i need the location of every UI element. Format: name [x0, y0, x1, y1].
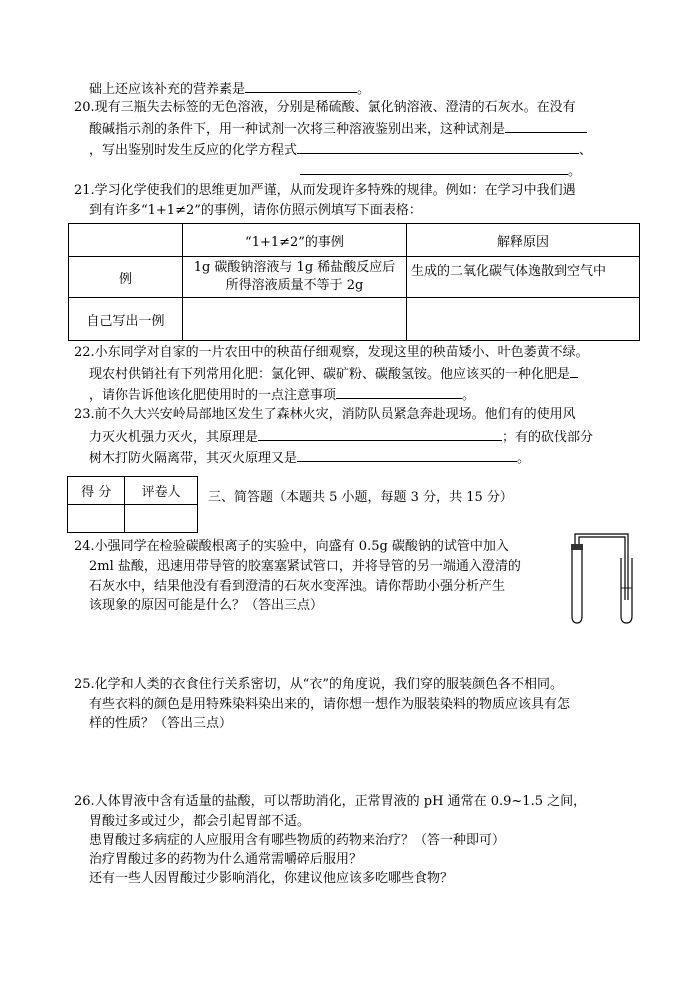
q25-line3: 样的性质？（答出三点）	[89, 716, 233, 731]
score-label: 得 分	[68, 477, 125, 505]
example-event-line1: 1g 碳酸钠溶液与 1g 稀盐酸反应后	[193, 260, 396, 275]
q20-equation-blank-1[interactable]	[297, 140, 579, 154]
q21-line2: 到有许多“1+1≠2”的事例，请你仿照示例填写下面表格：	[89, 203, 422, 218]
table-header-row	[69, 224, 640, 257]
q22-line2-text: 现农村供销社有下列常用化肥：氯化钾、碳矿粉、碳酸氢铵。他应该买的一种化肥是	[89, 367, 571, 382]
q26-line5: 还有一些人因胃酸过少影响消化，你建议他应该多吃哪些食物？	[89, 871, 454, 886]
q19-answer-blank[interactable]	[245, 79, 357, 93]
score-box	[67, 476, 198, 533]
q20-line3	[89, 140, 592, 160]
q23-line1: 23.前不久大兴安岭局部地区发生了森林火灾，消防队员紧急奔赴现场。他们有的使用风	[74, 407, 576, 422]
q25-line2: 有些衣料的颜色是用特殊染料染出来的，请你想一想作为服装染料的物质应该具有怎	[89, 697, 571, 712]
q19-end: 。	[357, 82, 371, 97]
q24-line4: 该现象的原因可能是什么？（答出三点）	[89, 598, 324, 613]
example-reason: 生成的二氧化碳气体逸散到空气中	[407, 257, 640, 298]
q23-line3	[89, 448, 530, 468]
own-event-answer-cell[interactable]	[183, 298, 407, 341]
q23-principle-blank-1[interactable]	[258, 427, 502, 441]
reviewer-entry-cell[interactable]	[125, 505, 198, 533]
q22-line3-text: ，请你告诉他该化肥使用时的一点注意事项	[89, 388, 337, 403]
q21-example-table	[68, 223, 640, 341]
own-reason-answer-cell[interactable]	[407, 298, 640, 341]
q20-line2-text: 酸碱指示剂的条件下，用一种试剂一次将三种溶液鉴别出来，这种试剂是	[89, 122, 506, 137]
q22-fertilizer-blank[interactable]	[570, 364, 578, 378]
q22-line2	[89, 364, 578, 384]
q23-line2-text: 力灭火机强力灭火，其原理是	[89, 430, 259, 445]
score-entry-cell[interactable]	[68, 505, 125, 533]
test-tube-apparatus-figure	[560, 528, 642, 628]
example-label: 例	[69, 257, 183, 298]
reviewer-label: 评卷人	[125, 477, 198, 505]
q23-principle-blank-2[interactable]	[297, 448, 517, 462]
example-event-line2: 所得溶液质量不等于 2g	[225, 278, 364, 293]
q22-end: 。	[462, 388, 476, 403]
q26-line1: 26.人体胃液中含有适量的盐酸，可以帮助消化，正常胃液的 pH 通常在 0.9~1.5 之间，	[74, 794, 587, 809]
q24-line3: 石灰水中，结果他没有看到澄清的石灰水变浑浊。请你帮助小强分析产生	[89, 579, 506, 594]
table-row	[69, 298, 640, 341]
q19-tail-text: 础上还应该补充的营养素是	[89, 82, 246, 97]
q20-line3-text: ，写出鉴别时发生反应的化学方程式	[89, 143, 298, 158]
q22-line3	[89, 385, 475, 405]
header-event: “1+1≠2”的事例	[183, 224, 407, 257]
q20-reagent-blank[interactable]	[505, 119, 587, 133]
table-corner-cell	[69, 224, 183, 257]
q23-line2	[89, 427, 593, 447]
q26-line3: 患胃酸过多病症的人应服用含有哪些物质的药物来治疗？（答一种即可）	[89, 833, 506, 848]
q20-equation-blank-2[interactable]	[300, 161, 568, 175]
q20-end: 。	[568, 164, 582, 179]
q20-line2	[89, 119, 587, 139]
q23-end: 。	[517, 451, 531, 466]
q20-line4	[300, 161, 581, 181]
q23-line2-tail: ；有的砍伐部分	[502, 430, 594, 445]
q26-line2: 胃酸过多或过少，都会引起胃部不适。	[89, 814, 311, 829]
q23-line3-text: 树木打防火隔离带，其灭火原理又是	[89, 451, 298, 466]
q20-line1: 20.现有三瓶失去标签的无色溶液，分别是稀硫酸、氯化钠溶液、澄清的石灰水。在没有	[74, 100, 576, 115]
own-example-label: 自己写出一例	[69, 298, 183, 341]
table-row	[69, 257, 640, 298]
q21-line1: 21.学习化学使我们的思维更加严谨，从而发现许多特殊的规律。例如：在学习中我们遇	[74, 183, 576, 198]
q24-line1: 24.小强同学在检验碳酸根离子的实验中，向盛有 0.5g 碳酸钠的试管中加入	[74, 539, 509, 554]
header-reason: 解释原因	[407, 224, 640, 257]
q26-line4: 治疗胃酸过多的药物为什么通常需嚼碎后服用？	[89, 852, 363, 867]
q22-precaution-blank[interactable]	[336, 385, 462, 399]
q25-line1: 25.化学和人类的衣食住行关系密切，从“衣”的角度说，我们穿的服装颜色各不相同。	[74, 677, 563, 692]
section3-title: 三、简答题（本题共 5 小题，每题 3 分，共 15 分）	[208, 490, 513, 505]
q20-sep: 、	[579, 143, 593, 158]
q24-line2: 2ml 盐酸，迅速用带导管的胶塞塞紧试管口，并将导管的另一端通入澄清的	[89, 559, 521, 574]
q19-tail-line	[89, 79, 370, 99]
example-event-cell	[183, 257, 407, 298]
q22-line1: 22.小东同学对自家的一片农田中的秧苗仔细观察，发现这里的秧苗矮小、叶色萎黄不绿。	[74, 345, 589, 360]
